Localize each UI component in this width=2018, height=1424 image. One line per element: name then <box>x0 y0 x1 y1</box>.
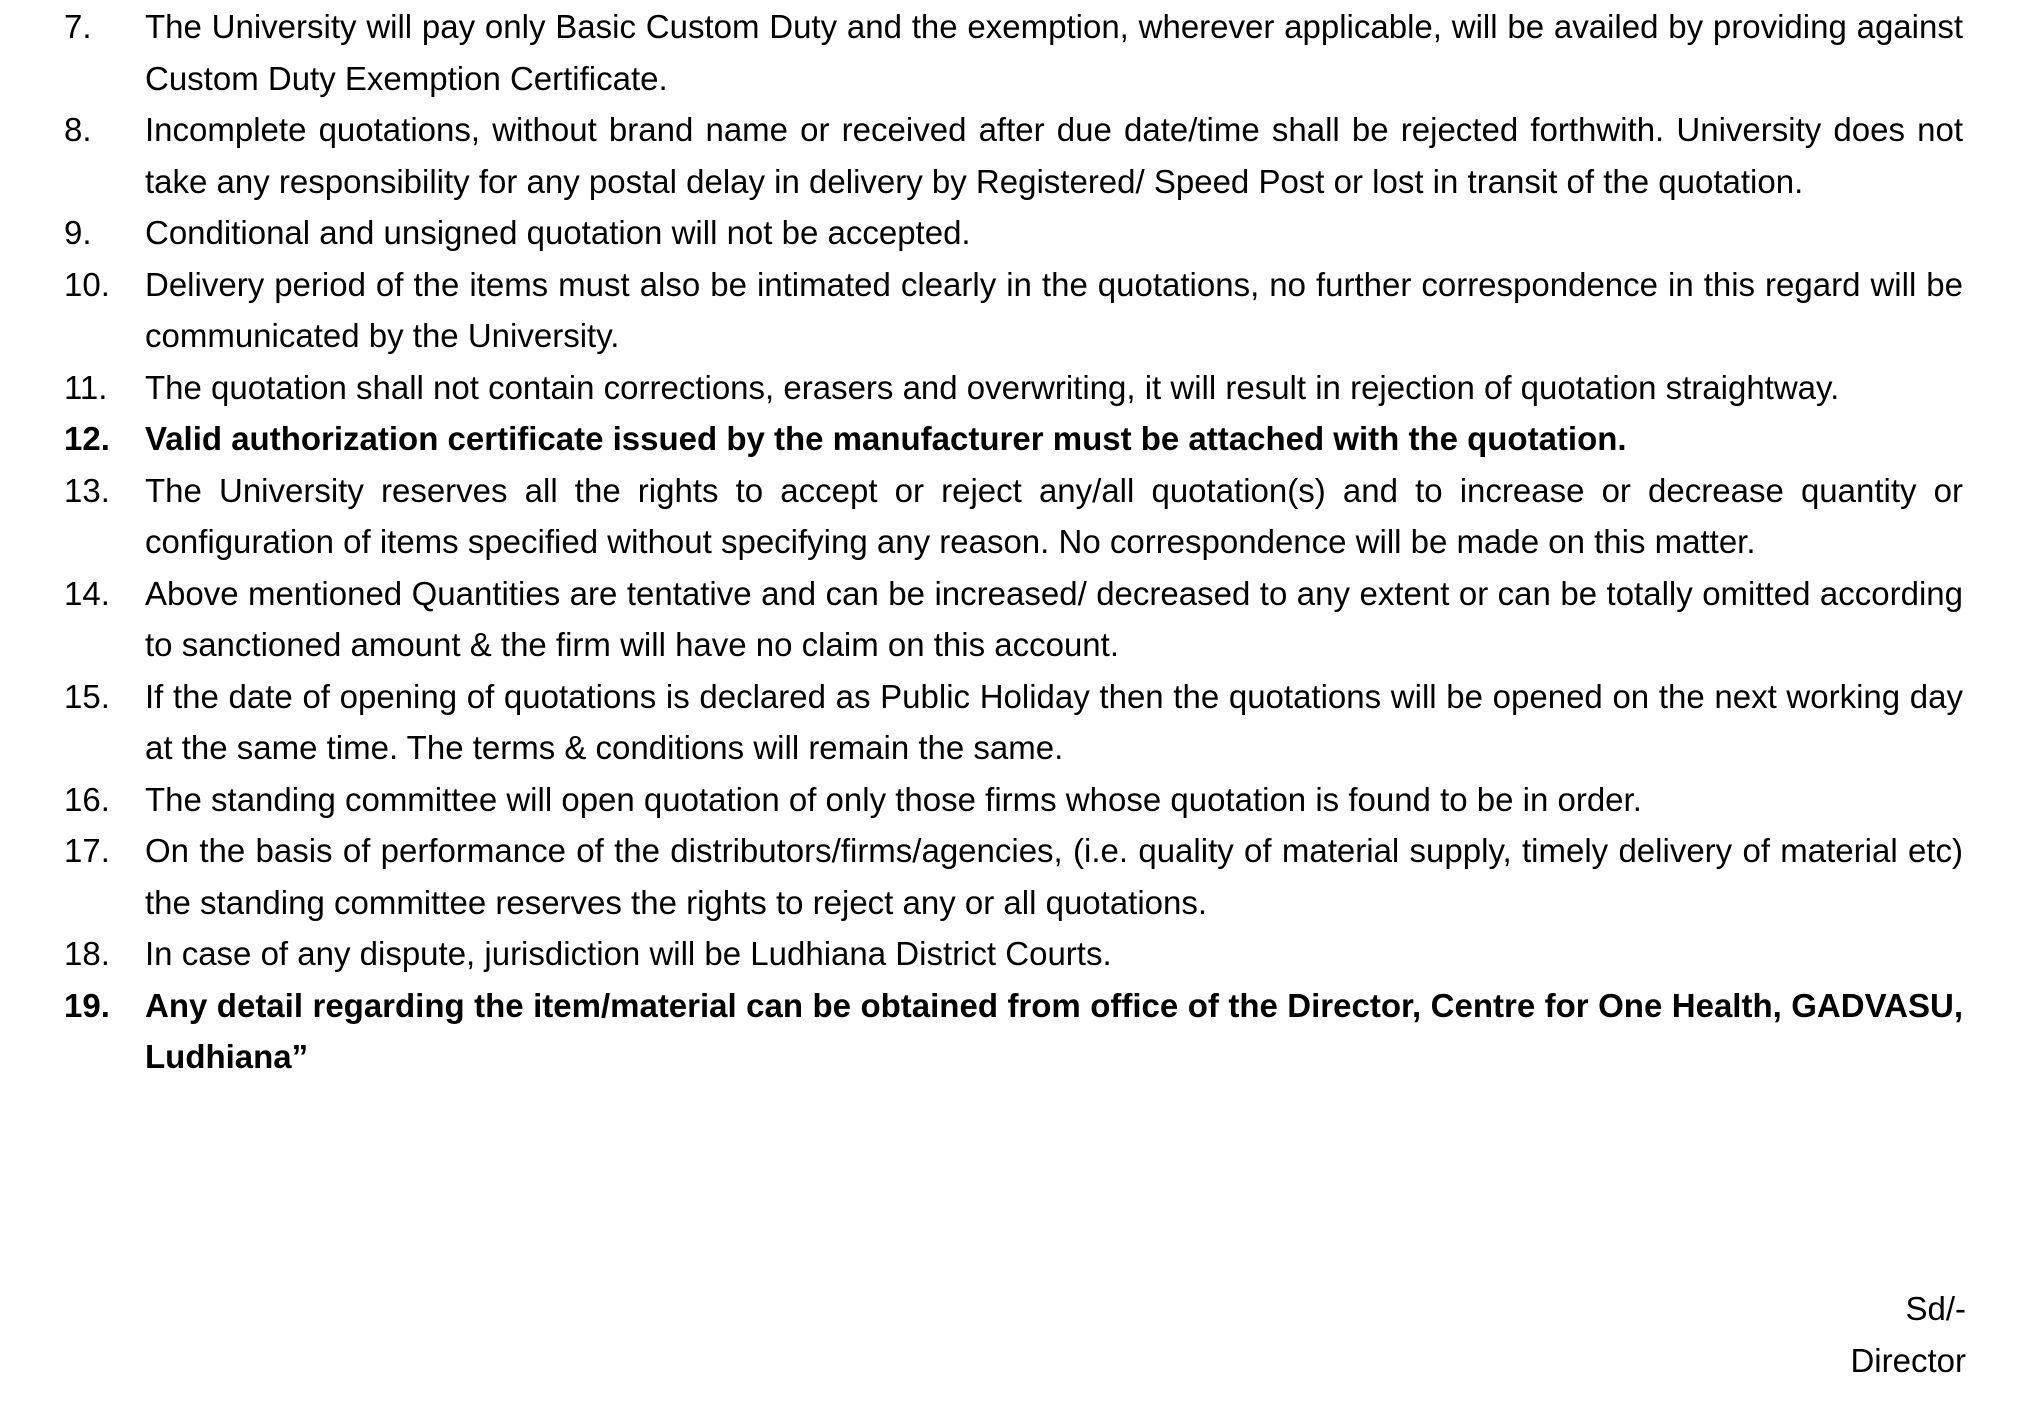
term-item <box>64 362 1964 414</box>
term-text: Any detail regarding the item/material can be obtained from office of the Director, Centre for One Health, GADVASU, Ludhiana” <box>145 986 1963 1075</box>
term-text: If the date of opening of quotations is declared as Public Holiday then the quotations will be opened on the next working day at the same time. The terms & conditions will remain the same. <box>145 677 1963 766</box>
term-number: 10. <box>64 265 110 303</box>
term-item <box>64 928 1964 980</box>
term-item <box>64 207 1964 259</box>
term-text: The University reserves all the rights to accept or reject any/all quotation(s) and to increase or decrease quantity or configuration of items specified without specifying any reason. No correspondence will be made on this matter. <box>145 471 1963 560</box>
term-item <box>64 1 1964 104</box>
term-number: 15. <box>64 677 110 715</box>
term-item <box>64 568 1964 671</box>
term-number: 11. <box>64 368 108 406</box>
term-text: The standing committee will open quotation of only those firms whose quotation is found to be in order. <box>145 780 1642 818</box>
term-text: On the basis of performance of the distributors/firms/agencies, (i.e. quality of material supply, timely delivery of material etc) the standing committee reserves the rights to reject any or all quotations. <box>145 832 1963 921</box>
term-item <box>64 465 1964 568</box>
term-text: Conditional and unsigned quotation will not be accepted. <box>145 214 971 251</box>
term-text: The University will pay only Basic Custom Duty and the exemption, wherever applicable, will be availed by providing against Custom Duty Exemption Certificate. <box>145 8 1963 97</box>
signature-title: Director <box>1850 1341 1966 1379</box>
term-number: 12. <box>64 420 110 457</box>
term-number: 19. <box>64 986 110 1024</box>
term-number: 7. <box>64 8 92 45</box>
term-number: 8. <box>64 111 92 148</box>
term-item <box>64 774 1964 826</box>
term-item <box>64 104 1964 207</box>
term-number: 13. <box>64 471 110 509</box>
signature-block <box>1850 1283 1966 1386</box>
term-text: Incomplete quotations, without brand name or received after due date/time shall be rejected forthwith. University does not take any responsibility for any postal delay in delivery by Registered/ Speed Post or lost in transit of the quotation. <box>145 111 1963 200</box>
term-text: Above mentioned Quantities are tentative and can be increased/ decreased to any extent or can be totally omitted according to sanctioned amount & the firm will have no claim on this account. <box>145 574 1963 663</box>
term-number: 18. <box>64 935 110 972</box>
term-text: The quotation shall not contain corrections, erasers and overwriting, it will result in rejection of quotation straightway. <box>145 368 1840 406</box>
terms-list <box>64 1 1964 1083</box>
term-item <box>64 259 1964 362</box>
term-number: 14. <box>64 574 110 612</box>
term-number: 17. <box>64 832 110 869</box>
term-number: 9. <box>64 214 92 251</box>
term-number: 16. <box>64 780 110 818</box>
term-item <box>64 671 1964 774</box>
term-text: Delivery period of the items must also be intimated clearly in the quotations, no further correspondence in this regard will be communicated by the University. <box>145 265 1963 354</box>
signature-sd: Sd/- <box>1905 1290 1966 1327</box>
term-text: In case of any dispute, jurisdiction will be Ludhiana District Courts. <box>145 935 1112 972</box>
term-item <box>64 980 1964 1083</box>
term-item <box>64 413 1964 465</box>
term-item <box>64 825 1964 928</box>
term-text: Valid authorization certificate issued by the manufacturer must be attached with the quotation. <box>145 420 1627 457</box>
